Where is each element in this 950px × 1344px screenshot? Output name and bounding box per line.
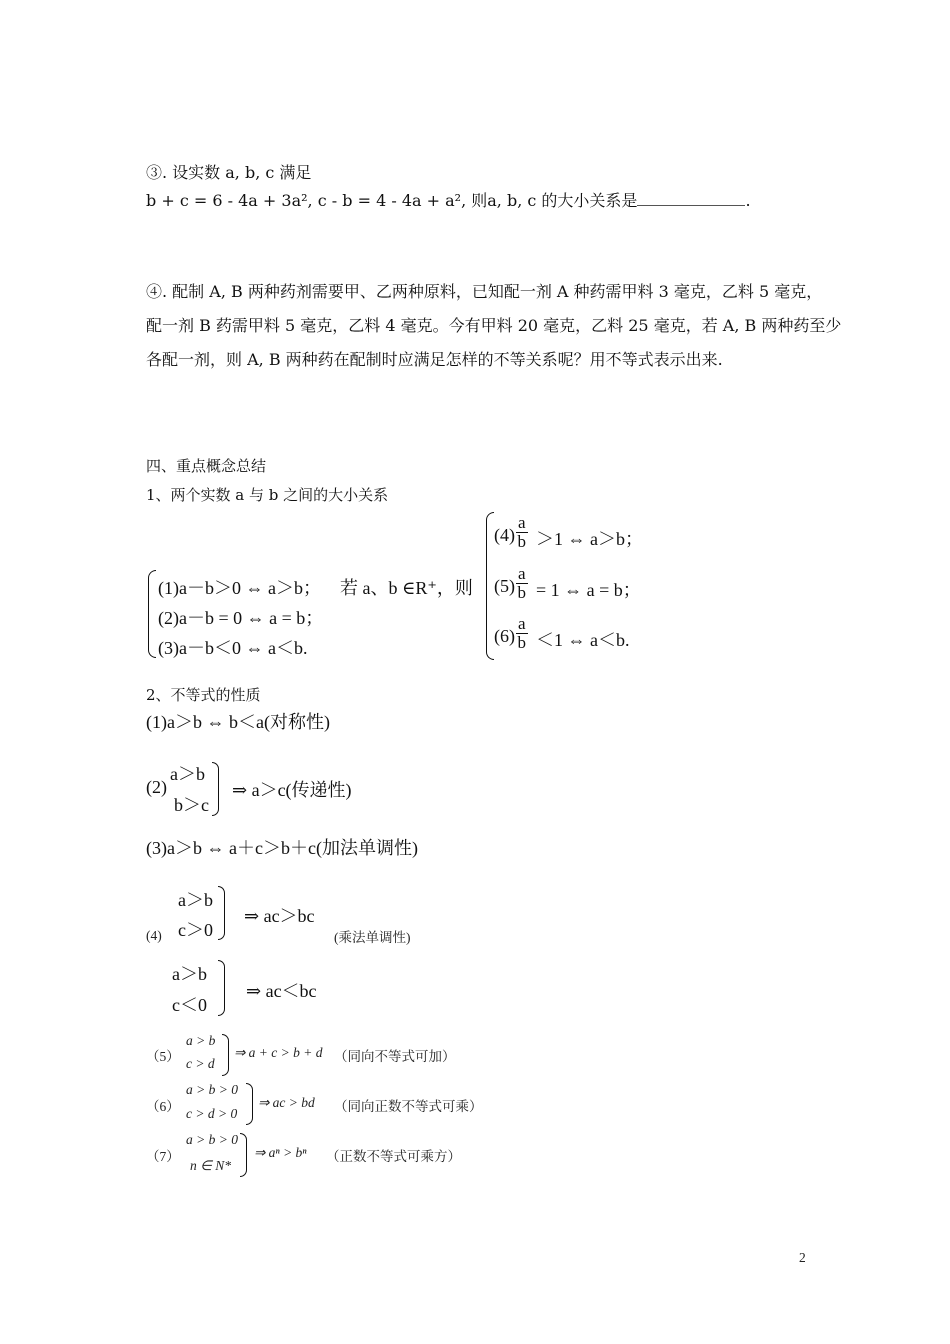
ratio-5-num: a xyxy=(518,564,526,583)
prop-7-note: （正数不等式可乘方） xyxy=(326,1149,461,1164)
prop-2-result: ⇒ a＞c(传递性) xyxy=(232,780,352,800)
prop-4a-result: ⇒ ac＞bc xyxy=(244,906,315,926)
section-sub2: 2、不等式的性质 xyxy=(146,686,261,704)
prop-4b-result: ⇒ ac＜bc xyxy=(246,981,317,1001)
ratio-6-num: a xyxy=(518,614,526,633)
prop-7-label: （7） xyxy=(146,1149,180,1164)
left-brace xyxy=(148,570,156,658)
ratio-4-rest: ＞1 ⇔ a＞b； xyxy=(536,529,643,549)
prop-5-brace xyxy=(222,1034,229,1076)
compare-left-2: (2)a－b = 0 ⇔ a = b； xyxy=(158,608,324,628)
q4-line2: 配一剂 B 药需甲料 5 毫克，乙料 4 毫克。今有甲料 20 毫克，乙料 25 毫克，若 A, B 两种药至少 xyxy=(146,316,842,335)
prop-4b-cond-2: c＜0 xyxy=(172,995,207,1015)
prop-3: (3)a＞b ⇔ a＋c＞b＋c(加法单调性) xyxy=(146,838,418,858)
ratio-6-fraction xyxy=(516,615,528,652)
compare-left-1: (1)a－b＞0 ⇔ a＞b； xyxy=(158,578,321,598)
q3-tail: . xyxy=(745,191,751,210)
prop-6-brace xyxy=(246,1083,253,1125)
prop-5-cond-2: c > d xyxy=(186,1056,215,1071)
prop-4b-cond-1: a＞b xyxy=(172,964,207,984)
prop-6-cond-2: c > d > 0 xyxy=(186,1106,238,1121)
right-brace xyxy=(486,512,494,660)
q4-line3: 各配一剂，则 A, B 两种药在配制时应满足怎样的不等关系呢？用不等式表示出来. xyxy=(146,350,723,369)
ratio-5-fraction xyxy=(516,565,528,602)
prop-2-cond-1: a＞b xyxy=(170,764,205,784)
prop-4-note: (乘法单调性) xyxy=(334,930,411,945)
ratio-4-num: a xyxy=(518,513,526,532)
ratio-6-den: b xyxy=(517,633,527,652)
page-number: 2 xyxy=(799,1250,806,1265)
q3-line2 xyxy=(146,188,751,211)
prop-4a-cond-2: c＞0 xyxy=(178,920,213,940)
prop-7-cond-1: a > b > 0 xyxy=(186,1132,238,1147)
prop-7-brace xyxy=(240,1133,247,1177)
prop-6-note: （同向正数不等式可乘） xyxy=(334,1099,483,1114)
ratio-6-label: (6) xyxy=(494,626,515,646)
prop-5-result: ⇒ a + c > b + d xyxy=(234,1045,323,1060)
q4-line1: ④. 配制 A, B 两种药剂需要甲、乙两种原料，已知配一剂 A 种药需甲料 3 毫克，乙料 5 毫克， xyxy=(146,282,823,301)
ratio-6-rest: ＜1 ⇔ a＜b. xyxy=(536,630,630,650)
prop-2-cond-2: b＞c xyxy=(174,795,209,815)
prop-6-label: （6） xyxy=(146,1099,180,1114)
prop-6-cond-1: a > b > 0 xyxy=(186,1082,238,1097)
prop-4a-brace xyxy=(218,886,225,940)
prop-6-result: ⇒ ac > bd xyxy=(258,1095,315,1110)
prop-5-note: （同向不等式可加） xyxy=(334,1049,456,1064)
prop-1: (1)a＞b ⇔ b＜a(对称性) xyxy=(146,712,330,732)
prop-4-label: (4) xyxy=(146,928,162,943)
section-title: 四、重点概念总结 xyxy=(146,457,267,475)
prop-2-label: (2) xyxy=(146,777,167,797)
q3-line1: ③. 设实数 a, b, c 满足 xyxy=(146,163,312,182)
prop-7-result: ⇒ aⁿ > bⁿ xyxy=(254,1145,307,1160)
ratio-5-den: b xyxy=(517,583,527,602)
prop-2-brace xyxy=(212,762,219,816)
prop-7-cond-2: n ∈ N* xyxy=(190,1158,232,1173)
prop-4b-brace xyxy=(218,960,225,1016)
ratio-4-fraction xyxy=(516,514,528,551)
ratio-4-label: (4) xyxy=(494,525,515,545)
ratio-5-label: (5) xyxy=(494,576,515,596)
compare-left-3: (3)a－b＜0 ⇔ a＜b. xyxy=(158,638,308,658)
ratio-4-den: b xyxy=(517,532,527,551)
prop-4a-cond-1: a＞b xyxy=(178,890,213,910)
section-sub1: 1、两个实数 a 与 b 之间的大小关系 xyxy=(146,486,389,504)
prop-5-cond-1: a > b xyxy=(186,1033,216,1048)
q3-answer-blank xyxy=(637,191,745,206)
compare-middle: 若 a、b ∈R⁺，则 xyxy=(340,578,473,598)
q3-line2-text: b + c = 6 - 4a + 3a², c - b = 4 - 4a + a², 则a, b, c 的大小关系是 xyxy=(146,191,638,210)
prop-5-label: （5） xyxy=(146,1049,180,1064)
ratio-5-rest: = 1 ⇔ a = b； xyxy=(536,580,641,600)
